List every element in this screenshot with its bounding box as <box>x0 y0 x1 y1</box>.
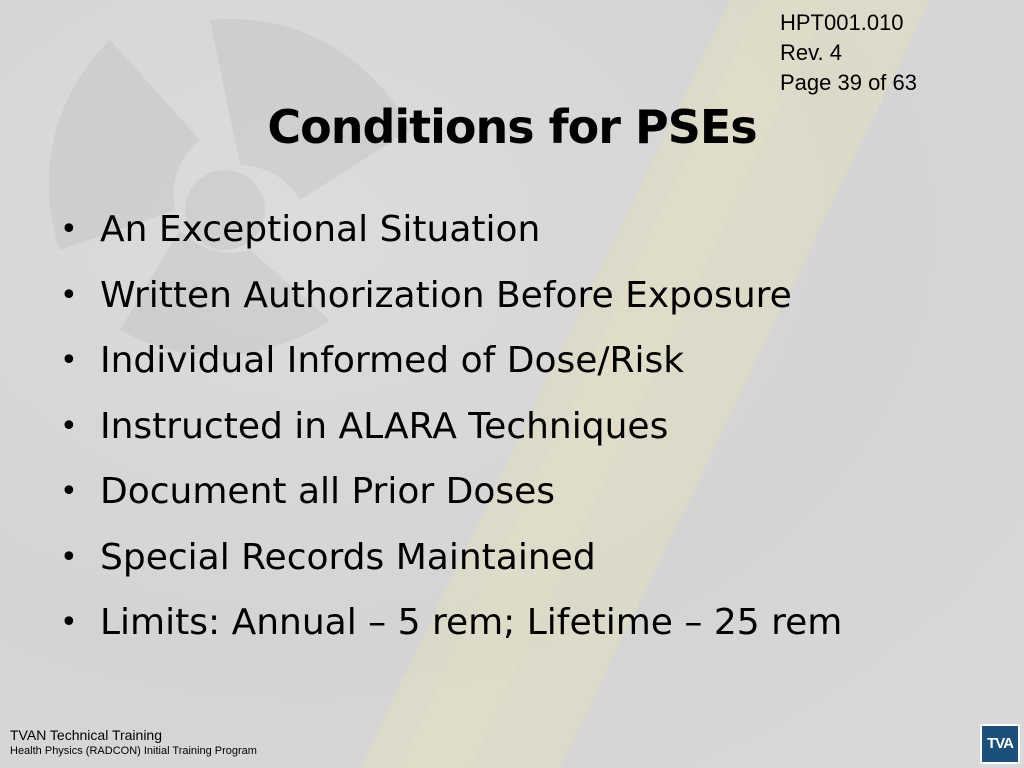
revision-label: Rev. 4 <box>780 40 842 65</box>
bullet-text: Limits: Annual – 5 rem; Lifetime – 25 rem <box>100 602 843 643</box>
page-indicator: Page 39 of 63 <box>780 70 918 95</box>
tva-logo-text: TVA <box>987 735 1013 752</box>
tva-logo <box>980 724 1020 764</box>
footer <box>10 726 257 759</box>
bullet-list <box>58 200 998 659</box>
document-number: HPT001.010 <box>780 10 904 35</box>
slide-title: Conditions for PSEs <box>267 100 757 154</box>
footer-program: Health Physics (RADCON) Initial Training Program <box>10 745 257 757</box>
bullet-glyph: • <box>60 539 78 575</box>
bullet-item <box>58 266 998 332</box>
bullet-text: Special Records Maintained <box>100 536 596 578</box>
bullet-glyph: • <box>60 474 78 509</box>
bullet-item <box>58 200 998 266</box>
bullet-item <box>58 331 998 397</box>
bullet-text: Document all Prior Doses <box>100 471 556 512</box>
bullet-glyph: • <box>60 408 78 444</box>
bullet-glyph: • <box>60 343 78 378</box>
bullet-item <box>58 462 998 528</box>
document-id-block <box>780 8 917 98</box>
bullet-text: Individual Informed of Dose/Risk <box>100 340 685 381</box>
bullet-text: Instructed in ALARA Techniques <box>100 405 669 447</box>
footer-org: TVAN Technical Training <box>10 727 162 743</box>
bullet-text: Written Authorization Before Exposure <box>100 274 792 316</box>
bullet-glyph: • <box>60 605 78 640</box>
bullet-glyph: • <box>60 212 78 247</box>
bullet-item <box>58 593 998 659</box>
bullet-glyph: • <box>60 277 78 313</box>
bullet-item <box>58 397 998 463</box>
bullet-text: An Exceptional Situation <box>100 209 541 250</box>
bullet-item <box>58 528 998 594</box>
